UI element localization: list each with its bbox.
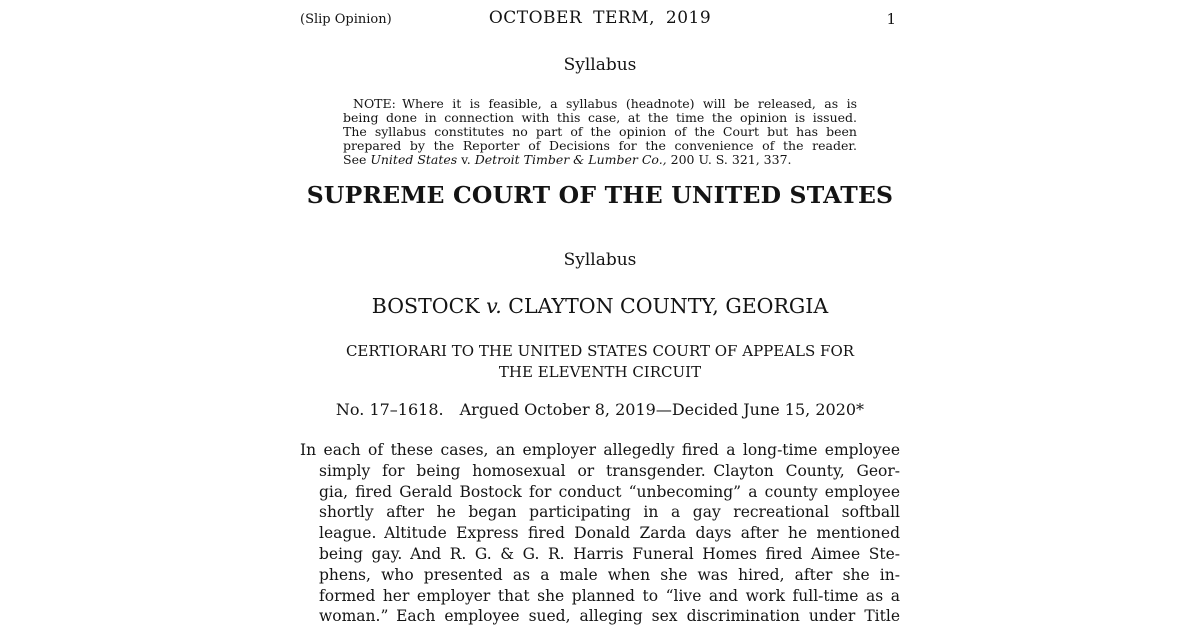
body-line: phens, who presented as a male when she was hired, after she in- [319,565,900,584]
italic-text: Detroit Timber & Lumber Co., [474,152,667,168]
note-line [343,139,857,153]
body-line: gia, fired Gerald Bostock for conduct “unbecoming” a county employee [319,482,900,501]
text-segment: 200 U. S. 321, 337. [666,152,792,168]
slip-opinion-label: (Slip Opinion) [300,12,392,27]
italic-text: v. [486,294,502,318]
note-line [343,153,857,167]
text-segment: prepared by the Reporter of Decisions for the convenience of the reader. [343,138,857,154]
page-number: 1 [886,10,896,28]
text-segment: v. [457,152,475,168]
running-head [300,8,900,32]
text-segment: The syllabus constitutes no part of the opinion of the Court but has been [343,124,857,140]
text-segment: CLAYTON COUNTY, GEORGIA [501,294,829,318]
note-line [343,111,857,125]
text-segment: BOSTOCK [371,294,487,318]
certiorari-line-2: THE ELEVENTH CIRCUIT [498,363,702,381]
term-heading: OCTOBER TERM, 2019 [488,8,712,28]
syllabus-label-top: Syllabus [563,55,637,75]
text-segment: being done in connection with this case, at the time the opinion is issued. [343,110,857,126]
certiorari-heading [300,341,900,383]
docket-line: No. 17–1618. Argued October 8, 2019—Decided June 15, 2020* [335,400,865,419]
syllabus-body-paragraph [300,440,900,627]
syllabus-label-mid: Syllabus [563,250,637,270]
body-line: formed her employer that she planned to “live and work full-time as a [319,586,900,605]
certiorari-line-1: CERTIORARI TO THE UNITED STATES COURT OF APPEALS FOR [345,342,855,360]
body-line: simply for being homosexual or transgender. Clayton County, Geor- [319,461,900,480]
body-line: In each of these cases, an employer allegedly fired a long-time employee [300,441,900,459]
body-line: league. Altitude Express fired Donald Zarda days after he mentioned [319,524,900,543]
reporter-note [343,97,857,167]
note-line [343,125,857,139]
court-title: SUPREME COURT OF THE UNITED STATES [306,181,894,209]
text-segment: NOTE: Where it is feasible, a syllabus (headnote) will be released, as is [353,96,857,111]
note-line [343,97,857,111]
body-line: woman.” Each employee sued, alleging sex discrimination under Title [319,607,900,626]
body-line: shortly after he began participating in a gay recreational softball [319,503,900,522]
body-line: being gay. And R. G. & G. R. Harris Funeral Homes fired Aimee Ste- [319,544,900,563]
text-segment: See [343,152,371,168]
case-title [300,294,900,318]
italic-text: United States [370,152,458,168]
